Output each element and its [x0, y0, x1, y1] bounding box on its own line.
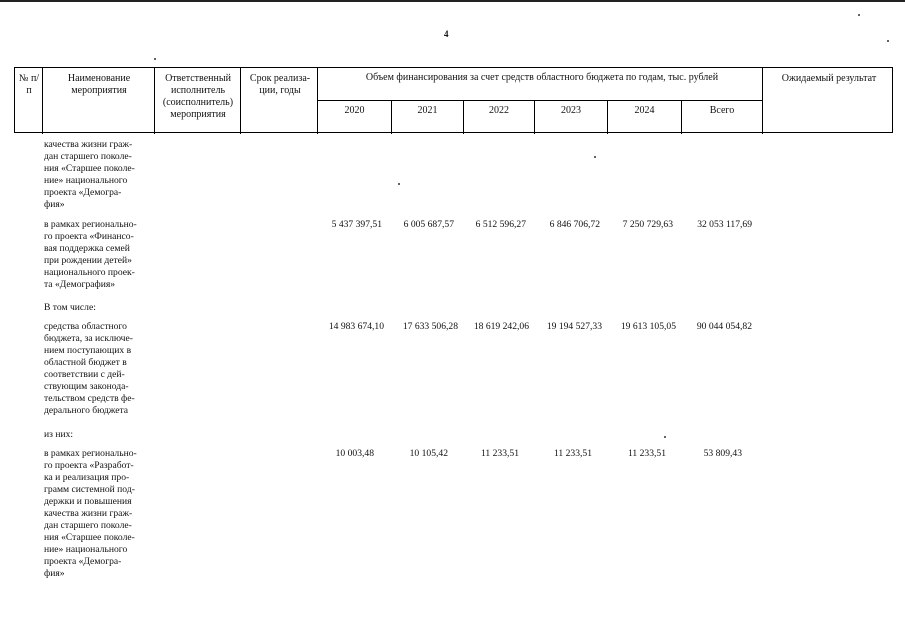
scan-speck [858, 14, 860, 16]
value-2020: 14 983 674,10 [328, 321, 384, 332]
value-2020: 5 437 397,51 [331, 219, 382, 230]
row-demography-support-text: в рамках регионально- го проекта «Финансо- вая поддержка семей при рождении детей» национального проек- та «Демография» [44, 219, 137, 290]
value-2024: 11 233,51 [627, 448, 666, 459]
header-name: Наименование мероприятия [67, 73, 131, 96]
page-number: 4 [444, 29, 449, 39]
header-total: Всего [709, 105, 735, 116]
header-no: № п/п [18, 73, 40, 96]
col-divider [42, 68, 43, 134]
header-year-2021: 2021 [417, 105, 438, 116]
col-divider [154, 68, 155, 134]
value-2024: 19 613 105,05 [620, 321, 676, 332]
table-header [14, 67, 893, 133]
value-total: 53 809,43 [703, 448, 742, 459]
value-2021: 6 005 687,57 [403, 219, 454, 230]
scan-speck [594, 156, 596, 158]
value-2023: 19 194 527,33 [546, 321, 602, 332]
top-border-line [0, 0, 905, 2]
col-divider [317, 68, 318, 134]
value-total: 90 044 054,82 [696, 321, 752, 332]
scan-speck [398, 183, 400, 185]
value-2021: 10 105,42 [409, 448, 448, 459]
row-regional-budget-text: средства областного бюджета, за исключе- нием поступающих в областной бюджет в соответствии с дей- ствующим законода- тельством средств фе- дерального бюджета [44, 321, 135, 416]
scan-speck [664, 436, 666, 438]
row-continuation-text: качества жизни граж- дан старшего поколе- ния «Старшее поколе- ние» национального проекта «Демогра- фия» [44, 139, 135, 210]
header-year-2024: 2024 [634, 105, 655, 116]
header-financing: Объем финансирования за счет средств областного бюджета по годам, тыс. рублей [365, 72, 719, 83]
header-period: Срок реализа-ции, годы [249, 73, 311, 96]
header-year-2023: 2023 [561, 105, 581, 116]
header-responsible: Ответственный исполнитель (соисполнитель) мероприятия [162, 73, 234, 120]
header-year-2022: 2022 [489, 105, 509, 116]
value-2022: 11 233,51 [480, 448, 519, 459]
value-2022: 6 512 596,27 [475, 219, 526, 230]
header-result: Ожидаемый результат [781, 73, 877, 84]
value-2021: 17 633 506,28 [402, 321, 458, 332]
value-2024: 7 250 729,63 [622, 219, 673, 230]
col-divider [240, 68, 241, 134]
of-them-label: из них: [44, 429, 74, 440]
scan-speck [154, 58, 156, 60]
value-2020: 10 003,48 [335, 448, 374, 459]
scan-speck [887, 40, 889, 42]
value-total: 32 053 117,69 [697, 219, 752, 230]
including-label: В том числе: [44, 302, 96, 313]
value-2023: 11 233,51 [553, 448, 592, 459]
col-divider [762, 68, 763, 134]
subheader-divider [317, 100, 762, 101]
value-2022: 18 619 242,06 [473, 321, 529, 332]
row-older-generation-text: в рамках регионально- го проекта «Разработ- ка и реализация про- грамм системной под- держки и повышения качества жизни граж- дан старшего поколе- ния «Старшее поколе- ние» национального проекта «Демогра- фия» [44, 448, 137, 579]
header-year-2020: 2020 [344, 105, 365, 116]
value-2023: 6 846 706,72 [549, 219, 600, 230]
